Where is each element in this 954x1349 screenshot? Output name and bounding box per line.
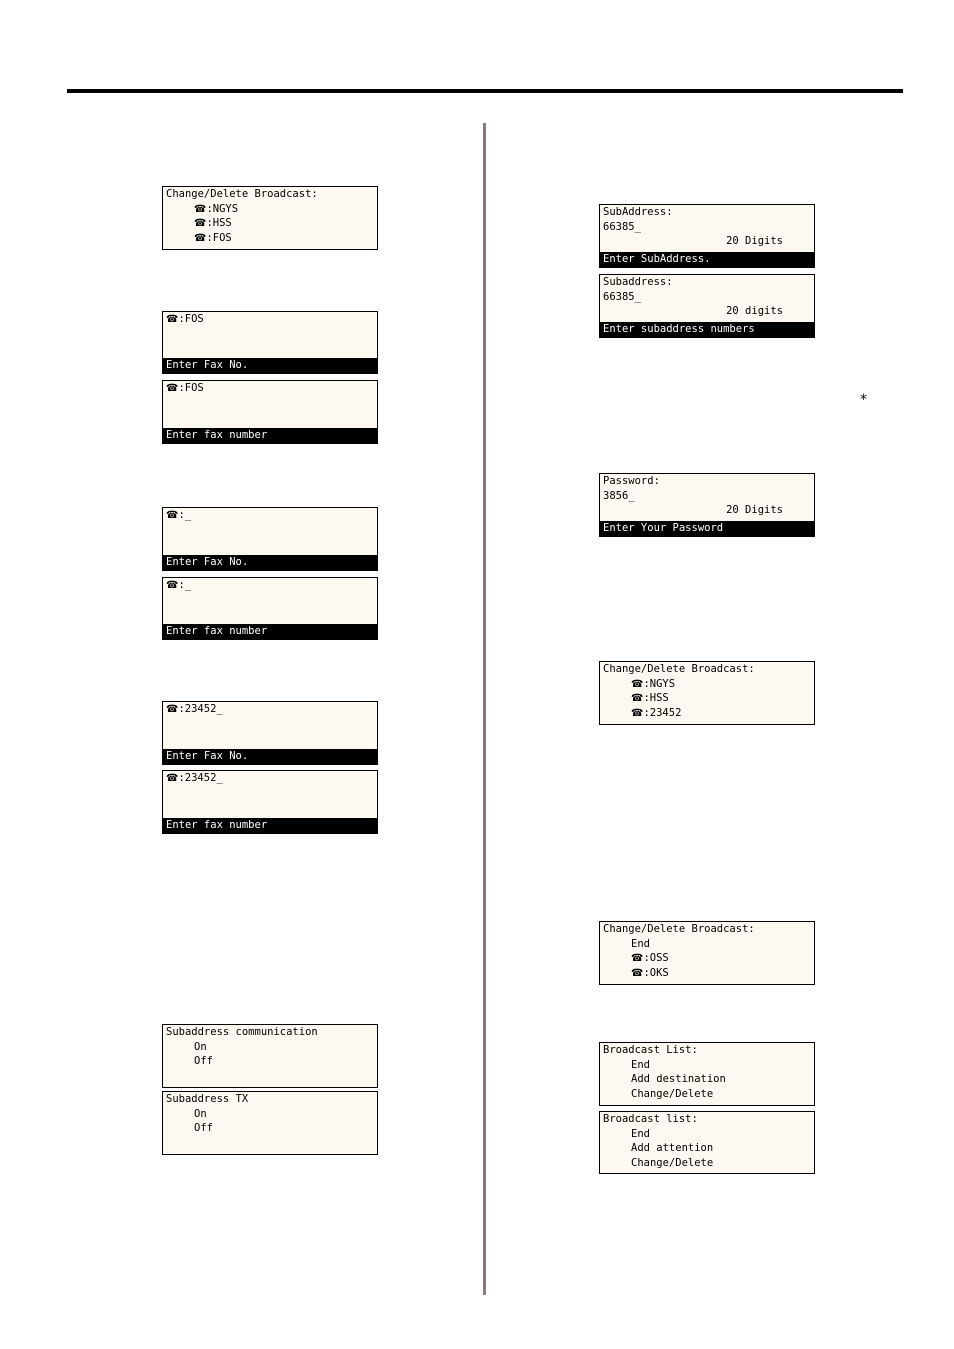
option-on: On <box>194 1107 207 1120</box>
digit-limit: 20 Digits <box>726 235 783 247</box>
digit-limit: 20 digits <box>726 305 783 317</box>
column-divider <box>483 123 486 1295</box>
lcd-status-bar: Enter Your Password <box>600 521 814 536</box>
lcd-status-bar: Enter Fax No. <box>163 749 377 764</box>
lcd-fax-entry-number-b <box>162 770 378 834</box>
fax-value: :23452_ <box>178 772 223 784</box>
phone-icon: ☎ <box>631 707 644 719</box>
option-off: Off <box>194 1122 213 1134</box>
destination-item: :OSS <box>643 952 669 964</box>
option-change-delete: Change/Delete <box>631 1156 714 1169</box>
lcd-fax-entry-fos-b <box>162 380 378 444</box>
lcd-status-bar: Enter fax number <box>163 818 377 833</box>
lcd-title: Subaddress communication <box>166 1026 318 1038</box>
lcd-title: Broadcast list: <box>603 1113 698 1125</box>
lcd-broadcast-list-a <box>599 1042 815 1106</box>
option-add: Add attention <box>631 1142 714 1154</box>
lcd-title: Subaddress TX <box>166 1093 249 1105</box>
phone-icon: ☎ <box>166 383 179 394</box>
lcd-fax-entry-fos-a <box>162 311 378 374</box>
phone-icon: ☎ <box>631 967 644 979</box>
lcd-status-bar: Enter fax number <box>163 624 377 639</box>
phone-icon: ☎ <box>166 314 179 325</box>
lcd-status-bar: Enter Fax No. <box>163 555 377 570</box>
lcd-password-entry <box>599 473 815 537</box>
option-end: End <box>631 1127 650 1140</box>
phone-icon: ☎ <box>194 232 207 244</box>
digit-limit: 20 Digits <box>726 504 783 516</box>
option-add: Add destination <box>631 1073 726 1085</box>
password-value: 3856_ <box>603 489 635 502</box>
fax-value: :_ <box>178 579 192 591</box>
lcd-title: Password: <box>603 475 660 487</box>
fax-value: :23452_ <box>178 703 223 715</box>
option-on: On <box>194 1040 207 1053</box>
subaddress-value: 66385_ <box>603 220 641 233</box>
subaddress-value: 66385_ <box>603 290 641 303</box>
lcd-status-bar: Enter fax number <box>163 428 377 443</box>
destination-item: :OKS <box>643 966 669 979</box>
lcd-broadcast-updated <box>599 661 815 725</box>
destination-item: :23452 <box>643 706 682 719</box>
phone-icon: ☎ <box>631 953 644 964</box>
lcd-title: Subaddress: <box>603 276 673 288</box>
destination-item: :HSS <box>643 692 669 704</box>
lcd-title: Broadcast List: <box>603 1044 698 1056</box>
lcd-title: SubAddress: <box>603 206 673 218</box>
lcd-subaddress-tx <box>162 1091 378 1155</box>
destination-item: :HSS <box>206 217 232 229</box>
lcd-title: Change/Delete Broadcast: <box>166 188 318 200</box>
fax-value: :_ <box>178 509 192 521</box>
lcd-fax-entry-blank-b <box>162 577 378 640</box>
phone-icon: ☎ <box>166 773 179 784</box>
lcd-status-bar: Enter subaddress numbers <box>600 322 814 337</box>
option-change-delete: Change/Delete <box>631 1087 714 1100</box>
destination-item: :NGYS <box>643 677 676 690</box>
fax-value: :FOS <box>178 313 204 325</box>
destination-item: :FOS <box>206 231 232 244</box>
option-end: End <box>631 1058 650 1071</box>
phone-icon: ☎ <box>194 203 207 215</box>
phone-icon: ☎ <box>194 218 207 229</box>
phone-icon: ☎ <box>631 693 644 704</box>
option-off: Off <box>194 1055 213 1067</box>
lcd-subaddress-entry-b <box>599 274 815 338</box>
lcd-fax-entry-blank-a <box>162 507 378 571</box>
asterisk-mark: * <box>860 392 867 408</box>
phone-icon: ☎ <box>166 704 179 715</box>
lcd-status-bar: Enter Fax No. <box>163 358 377 373</box>
destination-item: :NGYS <box>206 202 239 215</box>
top-rule <box>67 89 903 93</box>
lcd-subaddress-communication <box>162 1024 378 1088</box>
phone-icon: ☎ <box>166 510 179 521</box>
option-end: End <box>631 937 650 950</box>
phone-icon: ☎ <box>631 678 644 690</box>
lcd-subaddress-entry-a <box>599 204 815 268</box>
lcd-title: Change/Delete Broadcast: <box>603 663 755 675</box>
lcd-fax-entry-number-a <box>162 701 378 765</box>
lcd-broadcast-end <box>599 921 815 985</box>
fax-value: :FOS <box>178 382 204 394</box>
lcd-broadcast-list-b <box>599 1111 815 1174</box>
phone-icon: ☎ <box>166 580 179 591</box>
lcd-title: Change/Delete Broadcast: <box>603 923 755 935</box>
lcd-broadcast-list <box>162 186 378 250</box>
lcd-status-bar: Enter SubAddress. <box>600 252 814 267</box>
